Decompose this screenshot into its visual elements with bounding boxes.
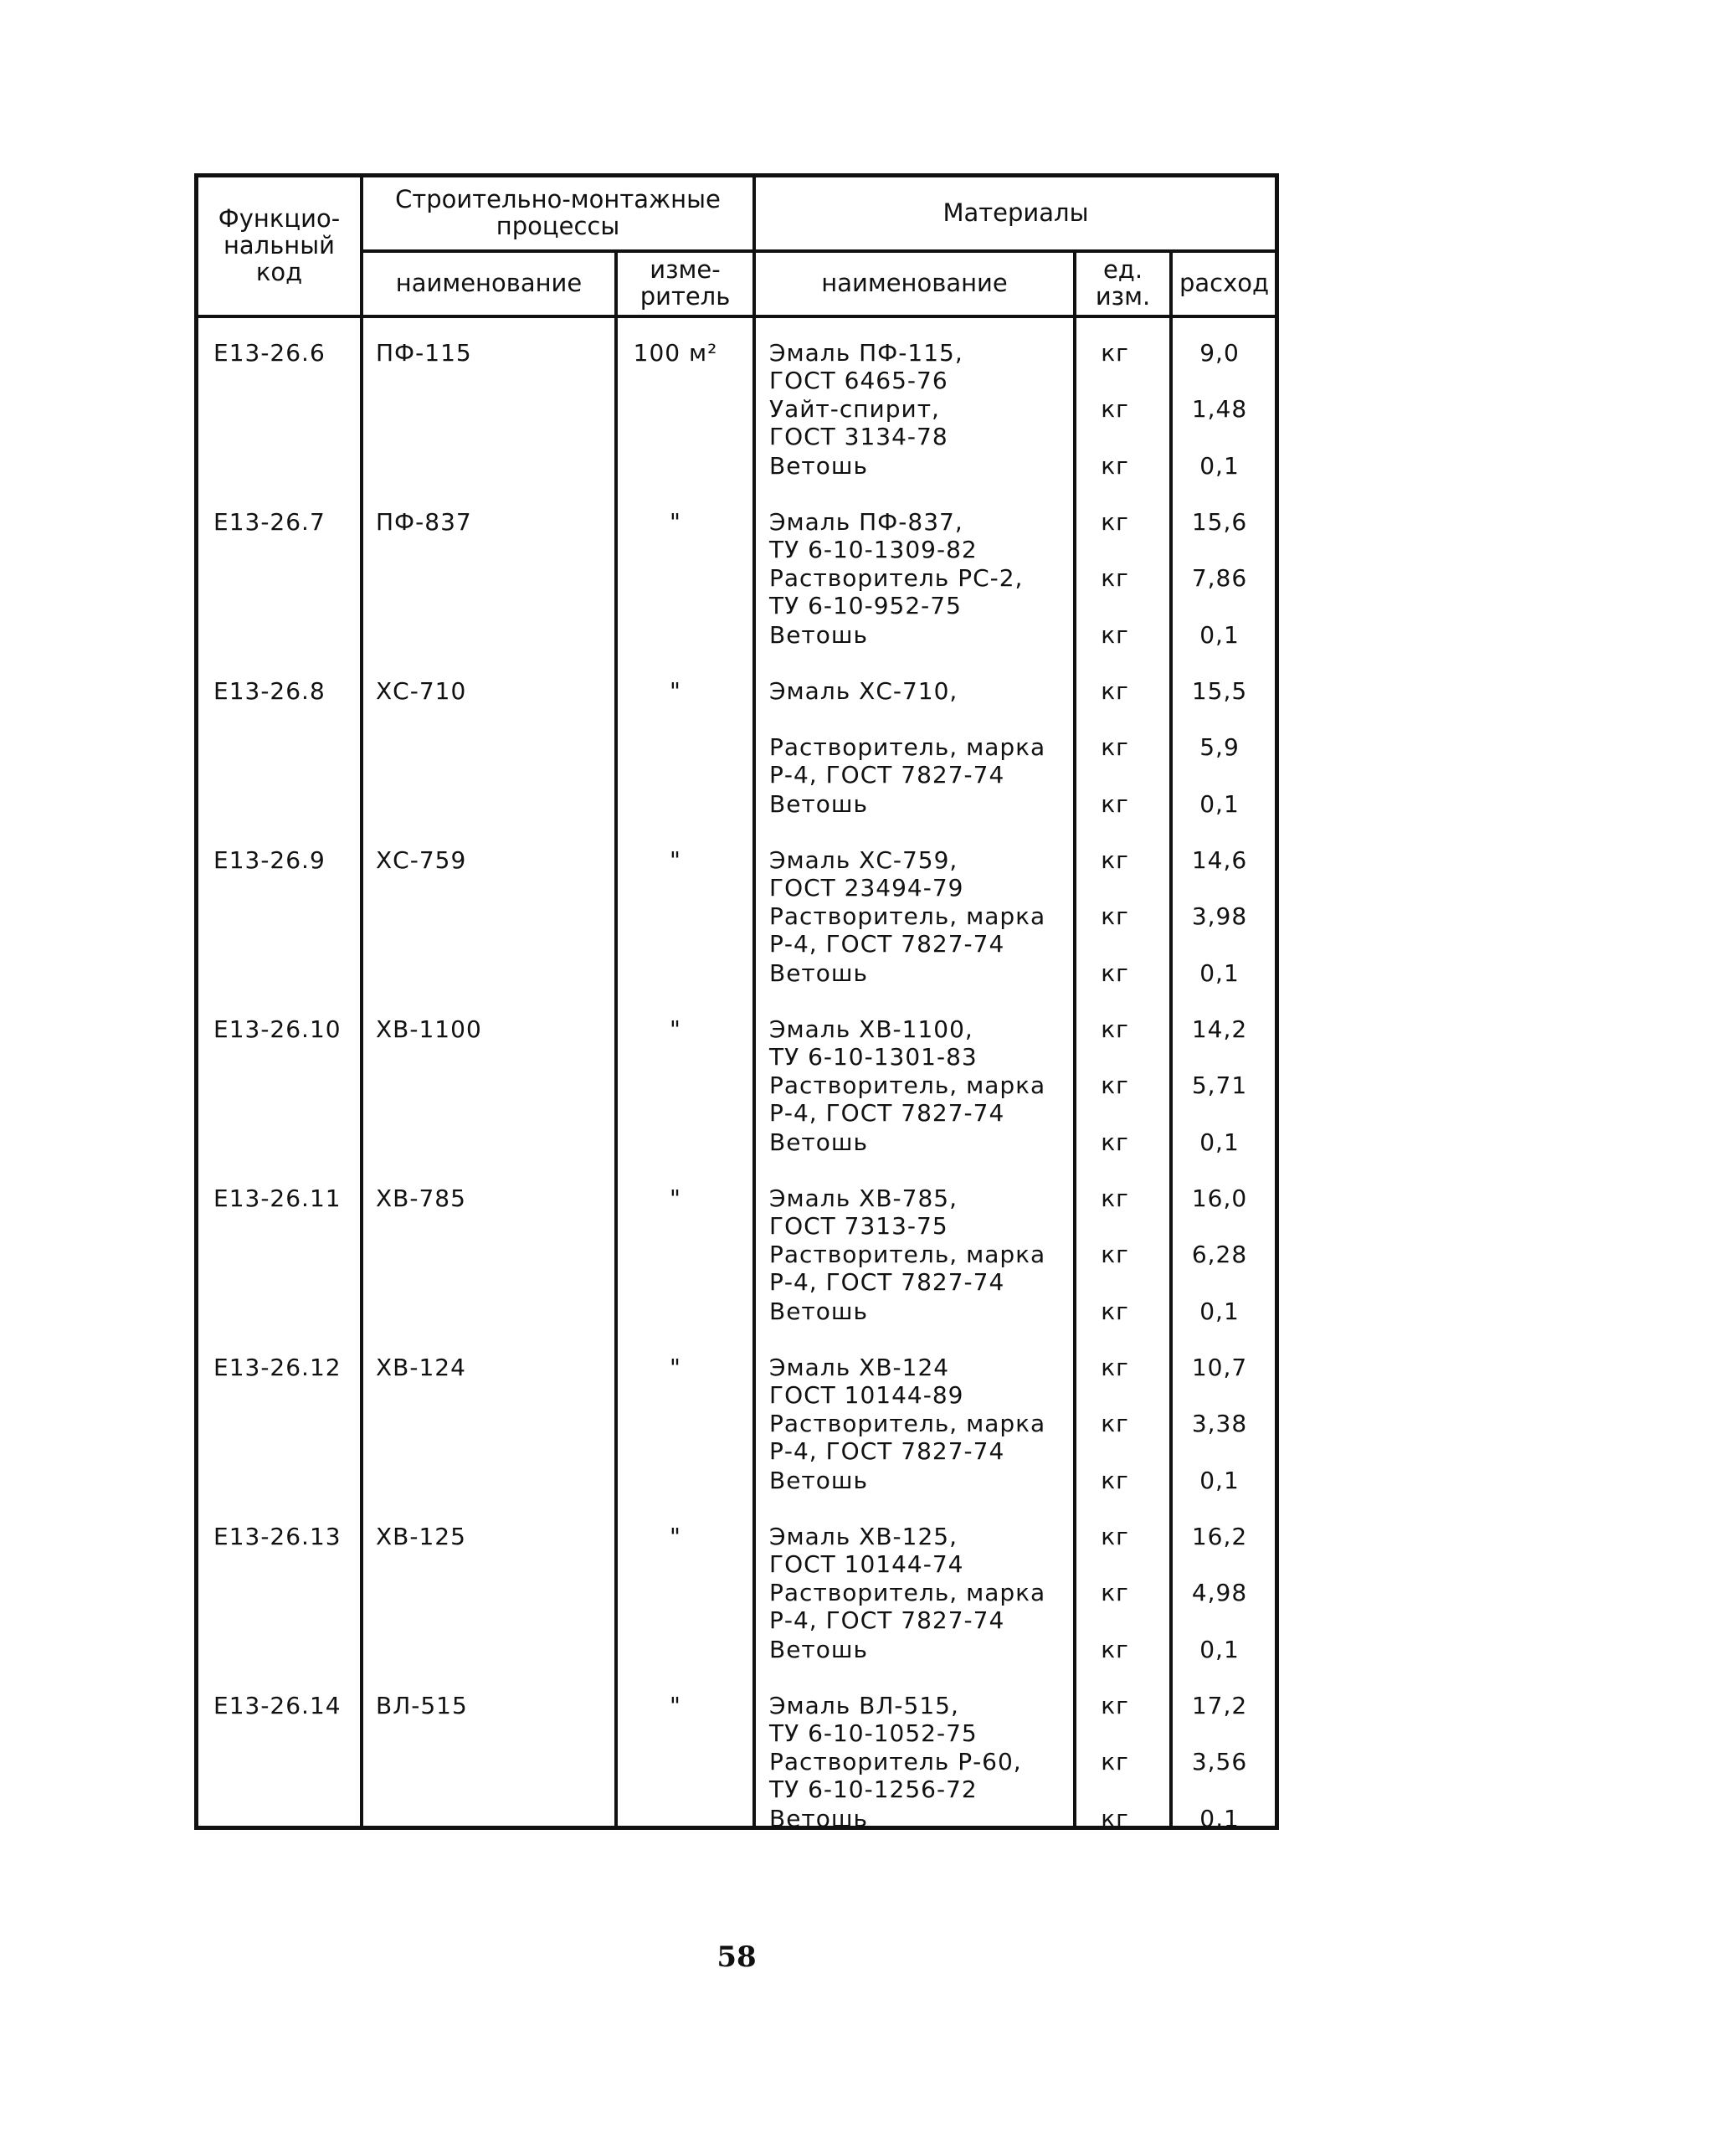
- table-row: [198, 1009, 1275, 1178]
- header-material-amount: расход: [1179, 269, 1270, 298]
- material-name-line: Ветошь: [769, 621, 868, 649]
- row-process-name: ВЛ-515: [376, 1692, 468, 1719]
- header-process-measure: изме-ритель: [639, 255, 731, 311]
- material-amount: 16,2: [1191, 1523, 1248, 1550]
- material-name: [769, 1071, 1087, 1127]
- row-code: E13-26.6: [213, 339, 326, 367]
- table-row: [198, 671, 1275, 840]
- material-amount: 0,1: [1199, 1128, 1240, 1156]
- material-amount: 1,48: [1191, 395, 1248, 423]
- material-unit: кг: [1101, 790, 1129, 818]
- material-amount: 14,2: [1191, 1015, 1248, 1043]
- material-unit: кг: [1101, 1071, 1129, 1099]
- material-name-line: Эмаль ХС-759,: [769, 846, 958, 874]
- material-amount: 0,1: [1199, 959, 1240, 987]
- material-name-line: ГОСТ 3134-78: [769, 423, 948, 450]
- row-measure: ": [670, 1692, 681, 1719]
- material-name: [769, 790, 1087, 818]
- header-materials: Материалы: [942, 198, 1089, 228]
- material-amount: 5,71: [1191, 1071, 1248, 1099]
- material-name-line: Р-4, ГОСТ 7827-74: [769, 761, 1005, 789]
- header-material-name: наименование: [821, 269, 1008, 298]
- row-measure: 100 м²: [633, 339, 718, 367]
- material-amount: 15,6: [1191, 508, 1248, 536]
- material-unit: кг: [1101, 959, 1129, 987]
- material-name: [769, 1298, 1087, 1325]
- material-name-line: Ветошь: [769, 452, 868, 480]
- material-amount: 3,38: [1191, 1410, 1248, 1437]
- material-name-line: ТУ 6-10-1301-83: [769, 1043, 978, 1071]
- material-amount: 7,86: [1191, 564, 1248, 592]
- row-measure: ": [670, 1184, 681, 1212]
- materials-table: [194, 173, 1279, 1830]
- material-unit: кг: [1101, 1805, 1129, 1832]
- row-code: E13-26.11: [213, 1184, 342, 1212]
- material-amount: 0,1: [1199, 1298, 1240, 1325]
- material-name-line: Эмаль ВЛ-515,: [769, 1692, 959, 1719]
- row-code: E13-26.8: [213, 677, 326, 705]
- material-name-line: ГОСТ 23494-79: [769, 874, 964, 902]
- material-amount: 0,1: [1199, 1636, 1240, 1663]
- material-unit: кг: [1101, 677, 1129, 705]
- row-measure: ": [670, 846, 681, 874]
- material-name: [769, 959, 1087, 987]
- table-row: [198, 840, 1275, 1009]
- material-name: [769, 1636, 1087, 1663]
- material-amount: 0,1: [1199, 1467, 1240, 1494]
- material-name-line: Растворитель, марка: [769, 733, 1046, 761]
- material-name-line: Эмаль ХС-710,: [769, 677, 958, 705]
- row-measure: ": [670, 508, 681, 536]
- material-name-line: ГОСТ 6465-76: [769, 367, 948, 394]
- material-unit: кг: [1101, 902, 1129, 930]
- material-amount: 3,56: [1191, 1748, 1248, 1775]
- material-name-line: Эмаль ХВ-1100,: [769, 1015, 973, 1043]
- material-unit: кг: [1101, 339, 1129, 367]
- material-unit: кг: [1101, 1523, 1129, 1550]
- material-amount: 0,1: [1199, 452, 1240, 480]
- row-process-name: ХВ-124: [376, 1354, 466, 1381]
- table-row: [198, 1685, 1275, 1854]
- material-name: [769, 1467, 1087, 1494]
- material-amount: 9,0: [1199, 339, 1240, 367]
- header-processes: Строительно-монтажные процессы: [395, 185, 721, 240]
- row-process-name: ХС-759: [376, 846, 467, 874]
- material-name: [769, 1354, 1087, 1409]
- material-unit: кг: [1101, 1354, 1129, 1381]
- material-name: [769, 1184, 1087, 1240]
- material-name-line: ГОСТ 10144-89: [769, 1381, 964, 1409]
- material-name: [769, 1579, 1087, 1634]
- row-code: E13-26.10: [213, 1015, 342, 1043]
- material-name-line: Растворитель, марка: [769, 1071, 1046, 1099]
- material-name-line: Эмаль ХВ-785,: [769, 1184, 958, 1212]
- material-name: [769, 1748, 1087, 1803]
- material-name-line: Ветошь: [769, 1636, 868, 1663]
- material-name-line: Растворитель, марка: [769, 1241, 1046, 1268]
- material-amount: 15,5: [1191, 677, 1248, 705]
- material-unit: кг: [1101, 1579, 1129, 1606]
- material-unit: кг: [1101, 564, 1129, 592]
- material-name-line: Р-4, ГОСТ 7827-74: [769, 1606, 1005, 1634]
- material-name: [769, 564, 1087, 619]
- material-amount: 0,1: [1199, 1805, 1240, 1832]
- material-name: [769, 1128, 1087, 1156]
- row-measure: ": [670, 1354, 681, 1381]
- material-name: [769, 1805, 1087, 1832]
- material-name: [769, 902, 1087, 958]
- material-name: [769, 452, 1087, 480]
- material-name-line: Эмаль ПФ-115,: [769, 339, 963, 367]
- material-name-line: Эмаль ХВ-124: [769, 1354, 950, 1381]
- row-code: E13-26.7: [213, 508, 326, 536]
- table-row: [198, 1516, 1275, 1685]
- material-unit: кг: [1101, 1128, 1129, 1156]
- material-name-line: Ветошь: [769, 1467, 868, 1494]
- material-name: [769, 846, 1087, 902]
- table-row: [198, 1178, 1275, 1347]
- material-name-line: Ветошь: [769, 959, 868, 987]
- material-name-line: Уайт-спирит,: [769, 395, 940, 423]
- page-number: 58: [716, 1940, 757, 1974]
- row-process-name: ХВ-785: [376, 1184, 466, 1212]
- row-measure: ": [670, 1523, 681, 1550]
- material-name: [769, 395, 1087, 450]
- row-process-name: ПФ-115: [376, 339, 472, 367]
- material-name-line: ТУ 6-10-1256-72: [769, 1775, 978, 1803]
- material-name-line: Р-4, ГОСТ 7827-74: [769, 1437, 1005, 1465]
- material-name: [769, 1692, 1087, 1747]
- row-measure: ": [670, 1015, 681, 1043]
- material-unit: кг: [1101, 1015, 1129, 1043]
- material-unit: кг: [1101, 1467, 1129, 1494]
- row-process-name: ХВ-125: [376, 1523, 466, 1550]
- material-name-line: Р-4, ГОСТ 7827-74: [769, 1099, 1005, 1127]
- table-row: [198, 501, 1275, 671]
- row-code: E13-26.12: [213, 1354, 342, 1381]
- row-code: E13-26.14: [213, 1692, 342, 1719]
- material-name-line: Р-4, ГОСТ 7827-74: [769, 1268, 1005, 1296]
- material-name-line: Растворитель, марка: [769, 1410, 1046, 1437]
- row-measure: ": [670, 677, 681, 705]
- material-unit: кг: [1101, 1298, 1129, 1325]
- material-unit: кг: [1101, 1636, 1129, 1663]
- material-amount: 5,9: [1199, 733, 1240, 761]
- material-name: [769, 621, 1087, 649]
- material-name-line: ТУ 6-10-1052-75: [769, 1719, 978, 1747]
- row-code: E13-26.9: [213, 846, 326, 874]
- material-name-line: Растворитель, марка: [769, 902, 1046, 930]
- material-name-line: Ветошь: [769, 1298, 868, 1325]
- material-name: [769, 1410, 1087, 1465]
- material-amount: 10,7: [1191, 1354, 1248, 1381]
- material-amount: 14,6: [1191, 846, 1248, 874]
- material-amount: 16,0: [1191, 1184, 1248, 1212]
- material-name: [769, 677, 1087, 705]
- material-unit: кг: [1101, 846, 1129, 874]
- header-material-unit: ед. изм.: [1095, 255, 1151, 311]
- material-amount: 0,1: [1199, 621, 1240, 649]
- material-name: [769, 1015, 1087, 1071]
- material-name: [769, 339, 1087, 394]
- material-name-line: Ветошь: [769, 1805, 868, 1832]
- material-name-line: Эмаль ХВ-125,: [769, 1523, 958, 1550]
- material-name-line: ГОСТ 10144-74: [769, 1550, 964, 1578]
- material-unit: кг: [1101, 1184, 1129, 1212]
- material-amount: 3,98: [1191, 902, 1248, 930]
- material-unit: кг: [1101, 395, 1129, 423]
- material-unit: кг: [1101, 508, 1129, 536]
- material-unit: кг: [1101, 452, 1129, 480]
- material-unit: кг: [1101, 621, 1129, 649]
- material-unit: кг: [1101, 733, 1129, 761]
- material-name-line: Растворитель Р-60,: [769, 1748, 1022, 1775]
- material-name: [769, 508, 1087, 563]
- material-unit: кг: [1101, 1692, 1129, 1719]
- row-process-name: ХС-710: [376, 677, 467, 705]
- material-amount: 17,2: [1191, 1692, 1248, 1719]
- material-name-line: ГОСТ 7313-75: [769, 1212, 948, 1240]
- material-amount: 4,98: [1191, 1579, 1248, 1606]
- material-unit: кг: [1101, 1410, 1129, 1437]
- header-process-name: наименование: [395, 269, 583, 298]
- material-name-line: Эмаль ПФ-837,: [769, 508, 963, 536]
- table-row: [198, 332, 1275, 501]
- material-unit: кг: [1101, 1241, 1129, 1268]
- header-code: Функцио-нальный код: [218, 204, 341, 286]
- material-name-line: Ветошь: [769, 790, 868, 818]
- row-code: E13-26.13: [213, 1523, 342, 1550]
- material-amount: 6,28: [1191, 1241, 1248, 1268]
- material-name-line: Ветошь: [769, 1128, 868, 1156]
- material-name-line: Р-4, ГОСТ 7827-74: [769, 930, 1005, 958]
- material-name-line: ТУ 6-10-952-75: [769, 592, 962, 619]
- material-name-line: ТУ 6-10-1309-82: [769, 536, 978, 563]
- material-amount: 0,1: [1199, 790, 1240, 818]
- material-name: [769, 733, 1087, 789]
- material-name-line: Растворитель РС-2,: [769, 564, 1024, 592]
- material-name: [769, 1523, 1087, 1578]
- header-bottom-rule: [198, 315, 1275, 318]
- material-unit: кг: [1101, 1748, 1129, 1775]
- row-process-name: ХВ-1100: [376, 1015, 482, 1043]
- material-name-line: Растворитель, марка: [769, 1579, 1046, 1606]
- row-process-name: ПФ-837: [376, 508, 472, 536]
- material-name: [769, 1241, 1087, 1296]
- table-row: [198, 1347, 1275, 1516]
